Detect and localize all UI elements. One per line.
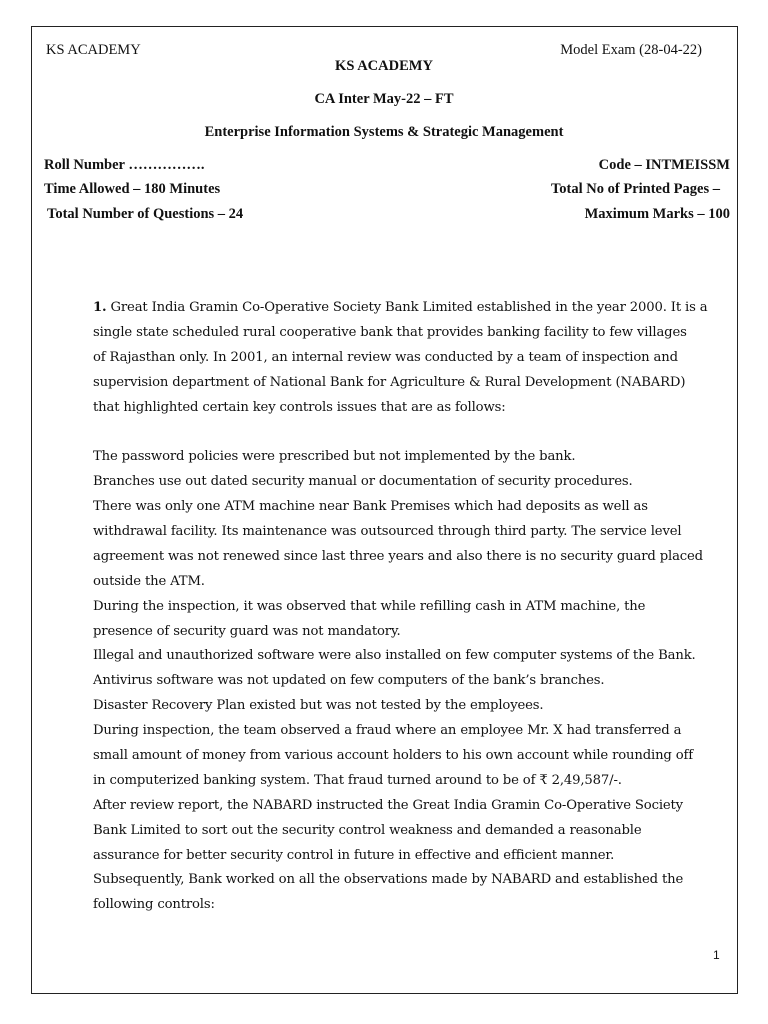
header-right-exam-date: Model Exam (28-04-22) [560, 42, 702, 58]
observation-line: presence of security guard was not mandatory. [93, 623, 401, 639]
observation-line: The password policies were prescribed but not implemented by the bank. [93, 449, 576, 465]
observation-line: withdrawal facility. Its maintenance was outsourced through third party. The service level [93, 524, 682, 540]
header-left-academy: KS ACADEMY [46, 42, 141, 58]
observation-line: Bank Limited to sort out the security control weakness and demanded a reasonable [93, 822, 642, 838]
paragraph-gap [93, 420, 743, 445]
observation-line: agreement was not renewed since last three years and also there is no security guard placed [93, 548, 703, 564]
question-body [93, 296, 743, 918]
observation-line: small amount of money from various account holders to his own account while rounding off [93, 748, 693, 764]
time-allowed: Time Allowed – 180 Minutes [44, 181, 221, 197]
question-line: supervision department of National Bank for Agriculture & Rural Development (NABARD) [93, 374, 686, 390]
question-line: of Rajasthan only. In 2001, an internal review was conducted by a team of inspection and [93, 349, 678, 365]
observation-line: Subsequently, Bank worked on all the observations made by NABARD and established the [93, 872, 684, 888]
exam-subtitle: CA Inter May-22 – FT [314, 91, 454, 107]
observation-line: Antivirus software was not updated on few computers of the bank’s branches. [93, 673, 605, 689]
meta-row-time-pages [44, 181, 730, 198]
observation-line: Branches use out dated security manual or documentation of security procedures. [93, 474, 633, 490]
question-line: single state scheduled rural cooperative bank that provides banking facility to few villages [93, 324, 687, 340]
subject-title: Enterprise Information Systems & Strategic Management [204, 124, 564, 140]
roll-number: Roll Number ……………. [44, 157, 205, 173]
question-line: that highlighted certain key controls issues that are as follows: [93, 399, 506, 415]
observation-line: assurance for better security control in future in effective and efficient manner. [93, 847, 615, 863]
observation-line: Disaster Recovery Plan existed but was not tested by the employees. [93, 698, 544, 714]
page-title: KS ACADEMY [335, 58, 433, 74]
question-line: 1. Great India Gramin Co-Operative Society Bank Limited established in the year 2000. It is a [93, 300, 708, 315]
printed-pages: Total No of Printed Pages – [550, 181, 720, 197]
observation-line: During the inspection, it was observed that while refilling cash in ATM machine, the [93, 598, 646, 614]
observation-line: in computerized banking system. That fraud turned around to be of ₹ 2,49,587/-. [93, 772, 622, 788]
page-number: 1 [713, 948, 720, 962]
observation-line: following controls: [93, 897, 215, 913]
observation-line: During inspection, the team observed a fraud where an employee Mr. X had transferred a [93, 723, 682, 739]
meta-row-questions-marks [47, 206, 730, 223]
total-questions: Total Number of Questions – 24 [47, 206, 244, 222]
observation-line: outside the ATM. [93, 573, 205, 589]
paper-code: Code – INTMEISSM [598, 157, 730, 173]
observation-line: After review report, the NABARD instructed the Great India Gramin Co-Operative Society [93, 797, 683, 813]
maximum-marks: Maximum Marks – 100 [584, 206, 730, 222]
observation-line: There was only one ATM machine near Bank Premises which had deposits as well as [93, 499, 648, 515]
question-number: 1. [93, 300, 107, 315]
observation-line: Illegal and unauthorized software were also installed on few computer systems of the Bank. [93, 648, 696, 664]
meta-row-roll-code [44, 157, 730, 174]
